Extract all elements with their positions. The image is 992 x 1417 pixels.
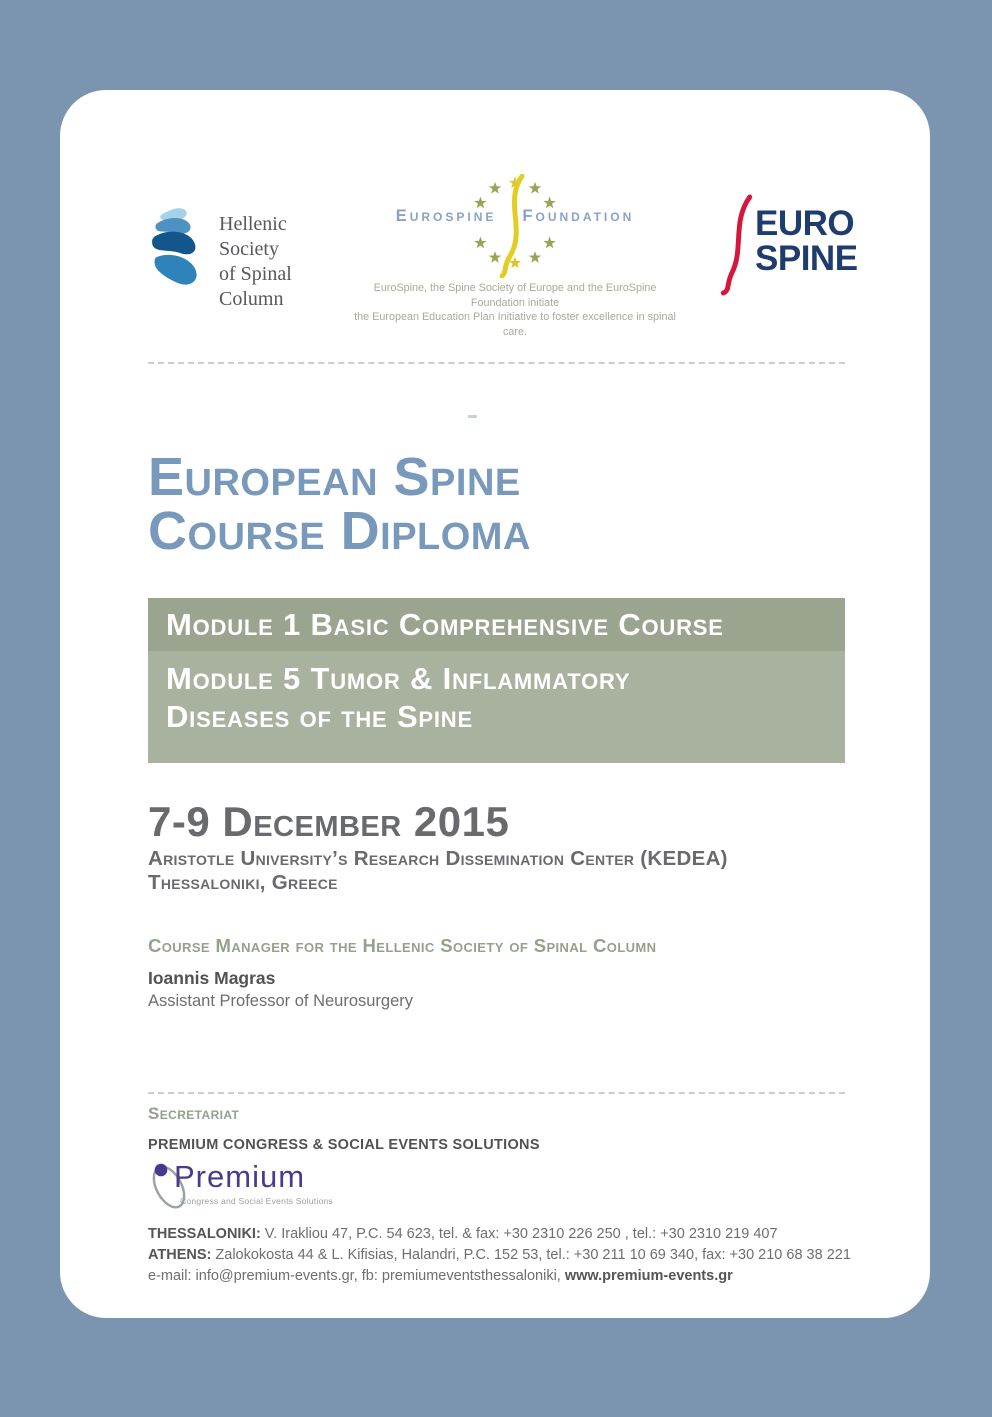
hellenic-waves-icon — [148, 206, 206, 298]
premium-tagline: Congress and Social Events Solutions — [180, 1196, 333, 1206]
module-5-line-1: Module 5 Tumor & Inflammatory — [166, 661, 631, 696]
hellenic-line: Society — [219, 238, 279, 260]
module-5-line-2: Diseases of the Spine — [166, 699, 473, 734]
contact-text: Zalokokosta 44 & L. Kifisias, Halandri, P.C. 152 53, tel.: +30 211 10 69 340, fax: +30 210 68 38 221 — [211, 1247, 851, 1263]
premium-logo — [148, 1160, 368, 1212]
contact-website: www.premium-events.gr — [564, 1268, 733, 1284]
event-venue: Aristotle University’s Research Dissemination Center (KEDEA) — [148, 847, 728, 870]
contact-city-label: ATHENS: — [148, 1247, 212, 1263]
event-details — [148, 800, 728, 895]
dashed-divider-top — [148, 362, 845, 364]
contact-line-athens — [148, 1245, 851, 1266]
hellenic-logo-text — [219, 206, 292, 312]
eurospine-foundation-caption — [350, 281, 680, 339]
eurospine-wordmark — [755, 194, 858, 296]
eu-stars-curve-icon — [458, 174, 572, 278]
secretariat-heading: Secretariat — [148, 1104, 240, 1123]
caption-line: the European Education Plan Initiative to foster excellence in spinal care. — [354, 311, 676, 338]
contact-line-email — [148, 1266, 851, 1287]
module-5-row — [148, 651, 845, 763]
contact-line-thessaloniki — [148, 1224, 851, 1245]
premium-wordmark: Premium — [174, 1159, 306, 1194]
page-title — [148, 447, 531, 561]
event-dates: 7-9 December 2015 — [148, 798, 510, 845]
module-1-row: Module 1 Basic Comprehensive Course — [148, 598, 845, 651]
modules-banner — [148, 598, 845, 763]
hellenic-line: of Spinal — [219, 263, 292, 285]
title-line-1: European Spine — [148, 447, 521, 507]
eurospine-foundation-figure — [350, 174, 680, 278]
course-flyer-card — [60, 90, 930, 1318]
secretariat-section — [148, 1104, 851, 1287]
eurospine-word-spine: SPINE — [755, 239, 858, 278]
course-manager-role: Assistant Professor of Neurosurgery — [148, 992, 414, 1010]
foundation-word-foundation: Foundation — [522, 207, 635, 225]
event-location: Thessaloniki, Greece — [148, 871, 338, 894]
contact-text: V. Irakliou 47, P.C. 54 623, tel. & fax: +30 2310 226 250 , tel.: +30 2310 219 407 — [260, 1226, 778, 1242]
eurospine-foundation-wordmark — [350, 207, 680, 226]
hellenic-line: Column — [219, 288, 284, 310]
caption-line: EuroSpine, the Spine Society of Europe and the EuroSpine Foundation initiate — [373, 282, 657, 309]
eurospine-foundation-logo — [350, 174, 680, 339]
hellenic-line: Hellenic — [219, 213, 287, 235]
eurospine-logo — [720, 194, 858, 296]
hellenic-society-logo — [148, 206, 292, 312]
contact-details — [148, 1224, 851, 1287]
title-line-2: Course Diploma — [148, 501, 531, 561]
course-manager-heading: Course Manager for the Hellenic Society of Spinal Column — [148, 935, 657, 956]
small-dash-mark — [468, 415, 477, 418]
contact-text: e-mail: info@premium-events.gr, fb: premiumeventsthessaloniki, — [148, 1268, 565, 1284]
contact-city-label: THESSALONIKI: — [148, 1226, 261, 1242]
eurospine-word-euro: EURO — [755, 204, 855, 243]
course-manager-section — [148, 935, 656, 1011]
spine-curve-icon — [720, 194, 754, 296]
dashed-divider-bottom — [148, 1092, 845, 1094]
secretariat-company: PREMIUM CONGRESS & SOCIAL EVENTS SOLUTIONS — [148, 1137, 540, 1153]
foundation-word-eurospine: Eurospine — [395, 207, 497, 225]
course-manager-name: Ioannis Magras — [148, 968, 276, 988]
